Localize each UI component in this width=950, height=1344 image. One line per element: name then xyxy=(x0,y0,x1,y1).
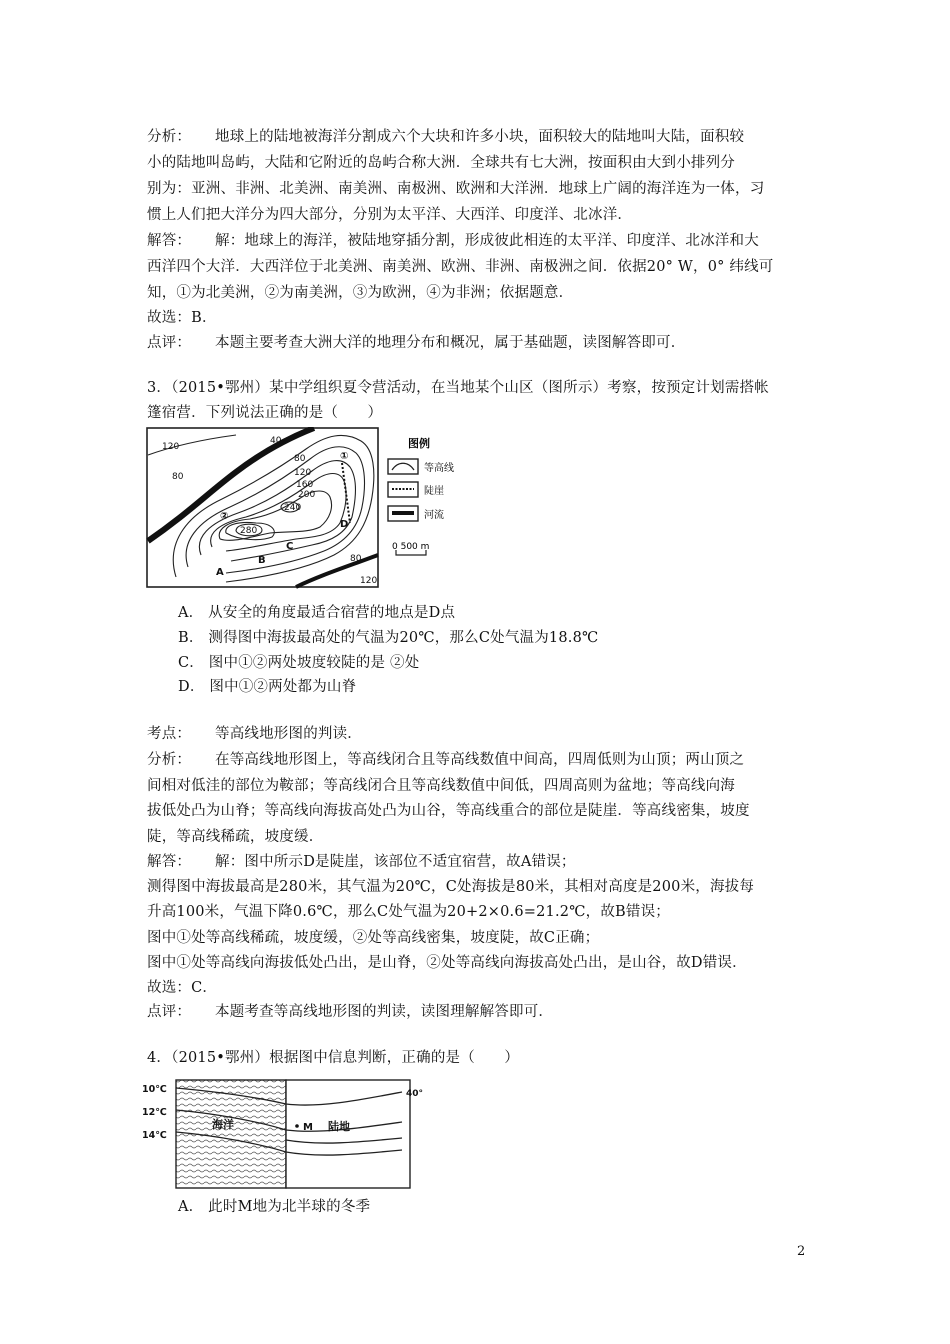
q3-stem-line: 3．（2015•鄂州）某中学组织夏令营活动，在当地某个山区（图所示）考察，按预定计划需搭帐 xyxy=(147,380,769,396)
q2-answer-line-1: 解答： 解：地球上的海洋，被陆地穿插分割，形成彼此相连的太平洋、印度洋、北冰洋和大 xyxy=(147,233,759,249)
q4-stem: 4．（2015•鄂州）根据图中信息判断，正确的是（ ） xyxy=(147,1050,520,1066)
page-number: 2 xyxy=(797,1244,806,1259)
q3-option-b: B． 测得图中海拔最高处的气温为20℃，那么C处气温为18.8℃ xyxy=(178,630,599,646)
point-a: A xyxy=(216,567,224,578)
latitude-label: 40° xyxy=(406,1089,424,1099)
q3-knowledge-point: 考点： 等高线地形图的判读． xyxy=(147,726,362,742)
q4-option-a: A． 此时M地为北半球的冬季 xyxy=(178,1199,371,1215)
point-2: ② xyxy=(220,511,229,522)
point-m-dot xyxy=(295,1124,299,1128)
point-b: B xyxy=(258,555,266,566)
legend-river: 河流 xyxy=(424,510,444,521)
q2-analysis-line: 小的陆地叫岛屿，大陆和它附近的岛屿合称大洲．全球共有七大洲，按面积由大到小排列分 xyxy=(147,155,735,171)
legend-title: 图例 xyxy=(408,437,430,450)
legend-cliff: 陡崖 xyxy=(424,486,444,497)
contour-label: 120 xyxy=(294,468,312,478)
q2-answer-label: 解答： xyxy=(147,233,192,249)
q2-analysis-line: 别为：亚洲、非洲、北美洲、南美洲、南极洲、欧洲和大洋洲．地球上广阔的海洋连为一体，习 xyxy=(147,181,765,197)
q3-answer-line: 测得图中海拔最高是280米，其气温为20℃，C处海拔是80米，其相对高度是200米，海拔每 xyxy=(147,879,755,895)
q2-analysis-label: 分析： xyxy=(147,129,192,145)
q3-stem-line: 篷宿营．下列说法正确的是（ ） xyxy=(147,405,383,421)
contour-label: 120 xyxy=(360,576,378,586)
q3-choice: 故选：C． xyxy=(147,980,218,996)
q3-analysis-line-1: 分析： 在等高线地形图上，等高线闭合且等高线数值中间高，四周低则为山顶；两山顶之 xyxy=(147,752,745,768)
contour-label: 80 xyxy=(350,554,362,564)
q2-comment: 点评： 本题主要考查大洲大洋的地理分布和概况，属于基础题，读图解答即可． xyxy=(147,335,686,351)
contour-label: 280 xyxy=(240,526,258,536)
point-c: C xyxy=(286,541,294,552)
isotherm-label: 12℃ xyxy=(142,1107,167,1118)
contour-label: 160 xyxy=(296,480,314,490)
q3-comment-label: 点评： xyxy=(147,1004,192,1020)
q3-answer-line: 图中①处等高线稀疏，坡度缓，②处等高线密集，坡度陡，故C正确； xyxy=(147,930,600,946)
q3-contour-map xyxy=(146,427,474,589)
q2-analysis-line: 惯上人们把大洋分为四大部分，分别为太平洋、大西洋、印度洋、北冰洋． xyxy=(147,207,633,223)
q3-analysis-line: 间相对低洼的部位为鞍部；等高线闭合且等高线数值中间低，四周高则为盆地；等高线向海 xyxy=(147,778,735,794)
contour-label: 200 xyxy=(298,490,316,500)
land-label: 陆地 xyxy=(328,1120,350,1133)
contour-label: 240 xyxy=(284,503,302,513)
q3-answer-line: 图中①处等高线向海拔低处凸出，是山脊，②处等高线向海拔高处凸出，是山谷，故D错误． xyxy=(147,955,747,971)
land-area xyxy=(286,1080,410,1188)
q3-kp-label: 考点： xyxy=(147,726,192,742)
contour-label: 120 xyxy=(162,442,180,452)
point-d: D xyxy=(340,519,349,530)
map-legend xyxy=(388,436,454,555)
q3-analysis-line: 陡，等高线稀疏，坡度缓． xyxy=(147,829,324,845)
q3-comment: 点评： 本题考查等高线地形图的判读，读图理解解答即可． xyxy=(147,1004,554,1020)
q2-answer-line: 西洋四个大洋．大西洋位于北美洲、南美洲、欧洲、非洲、南极洲之间．依据20° W，0° 纬线可 xyxy=(147,259,774,275)
contour-label: 80 xyxy=(172,472,184,482)
q2-comment-label: 点评： xyxy=(147,335,192,351)
contour-label: 80 xyxy=(294,454,306,464)
q3-answer-line-1: 解答： 解：图中所示D是陡崖，该部位不适宜宿营，故A错误； xyxy=(147,854,576,870)
q3-option-a: A． 从安全的角度最适合宿营的地点是D点 xyxy=(178,605,456,621)
scale-bar: 0 500 m xyxy=(392,542,430,552)
legend-contour: 等高线 xyxy=(424,463,454,474)
q3-option-d: D． 图中①②两处都为山脊 xyxy=(178,679,357,695)
isotherm-label: 14℃ xyxy=(142,1130,167,1141)
q3-analysis-line: 拔低处凸为山脊；等高线向海拔高处凸为山谷，等高线重合的部位是陡崖．等高线密集，坡度 xyxy=(147,803,750,819)
q3-analysis-label: 分析： xyxy=(147,752,192,768)
q2-answer-line: 知，①为北美洲，②为南美洲，③为欧洲，④为非洲；依据题意． xyxy=(147,285,574,301)
q2-choice: 故选：B． xyxy=(147,310,217,326)
contour-label: 40 xyxy=(270,436,282,446)
isotherm-label: 10℃ xyxy=(142,1084,167,1095)
ocean-label: 海洋 xyxy=(212,1118,234,1131)
q3-option-c: C． 图中①②两处坡度较陡的是 ②处 xyxy=(178,655,420,671)
point-1: ① xyxy=(340,451,349,462)
q2-analysis-line-1: 分析： 地球上的陆地被海洋分割成六个大块和许多小块，面积较大的陆地叫大陆，面积较 xyxy=(147,129,745,145)
q4-isotherm-map xyxy=(140,1078,430,1190)
q3-answer-label: 解答： xyxy=(147,854,192,870)
point-m: M xyxy=(303,1122,313,1133)
q3-answer-line: 升高100米，气温下降0.6℃，那么C处气温为20+2×0.6=21.2℃，故B错误； xyxy=(147,904,670,920)
